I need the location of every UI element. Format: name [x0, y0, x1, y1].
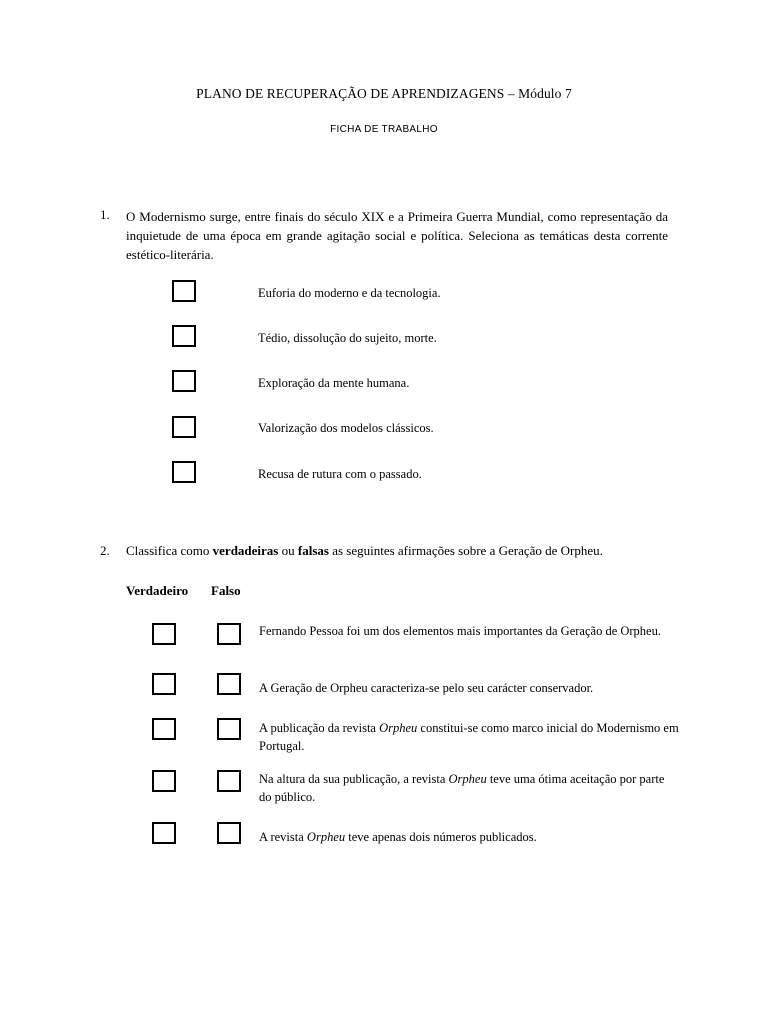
option-5-checkbox[interactable]: [172, 461, 196, 483]
statement-2-text: A Geração de Orpheu caracteriza-se pelo seu carácter conservador.: [259, 681, 594, 695]
statement-2-false-checkbox[interactable]: [217, 673, 241, 695]
option-2-checkbox[interactable]: [172, 325, 196, 347]
option-3-label: Exploração da mente humana.: [258, 376, 410, 390]
question-2-number: 2.: [100, 543, 110, 558]
statement-2-true-checkbox[interactable]: [152, 673, 176, 695]
option-4-checkbox[interactable]: [172, 416, 196, 438]
statement-1-false-checkbox[interactable]: [217, 623, 241, 645]
question-2-text: Classifica como verdadeiras ou falsas as seguintes afirmações sobre a Geração de Orpheu.: [126, 543, 603, 558]
statement-3-text: A publicação da revista Orpheu constitui-se como marco inicial do Modernismo em Portugal.: [259, 721, 679, 753]
statement-4-text: Na altura da sua publicação, a revista Orpheu teve uma ótima aceitação por parte do público.: [259, 772, 665, 804]
statement-4-true-checkbox[interactable]: [152, 770, 176, 792]
option-4-label: Valorização dos modelos clássicos.: [258, 421, 434, 435]
question-1-text: O Modernismo surge, entre finais do século XIX e a Primeira Guerra Mundial, como representação da inquietude de uma época em grande agitação social e política. Seleciona as temáticas desta corrente estético-literária.: [126, 209, 668, 262]
statement-1-text: Fernando Pessoa foi um dos elementos mais importantes da Geração de Orpheu.: [259, 624, 661, 638]
option-3-checkbox[interactable]: [172, 370, 196, 392]
statement-1-true-checkbox[interactable]: [152, 623, 176, 645]
page-subtitle: FICHA DE TRABALHO: [330, 124, 438, 135]
statement-5-text: A revista Orpheu teve apenas dois números publicados.: [259, 830, 537, 844]
statement-3-true-checkbox[interactable]: [152, 718, 176, 740]
option-1-label: Euforia do moderno e da tecnologia.: [258, 286, 441, 300]
statement-4-false-checkbox[interactable]: [217, 770, 241, 792]
statement-5-true-checkbox[interactable]: [152, 822, 176, 844]
statement-5-false-checkbox[interactable]: [217, 822, 241, 844]
page-title: PLANO DE RECUPERAÇÃO DE APRENDIZAGENS – Módulo 7: [196, 86, 572, 101]
option-2-label: Tédio, dissolução do sujeito, morte.: [258, 331, 437, 345]
option-5-label: Recusa de rutura com o passado.: [258, 467, 422, 481]
option-1-checkbox[interactable]: [172, 280, 196, 302]
question-1-number: 1.: [100, 207, 110, 222]
column-header-true: Verdadeiro: [126, 583, 189, 598]
column-header-false: Falso: [211, 583, 241, 598]
statement-3-false-checkbox[interactable]: [217, 718, 241, 740]
